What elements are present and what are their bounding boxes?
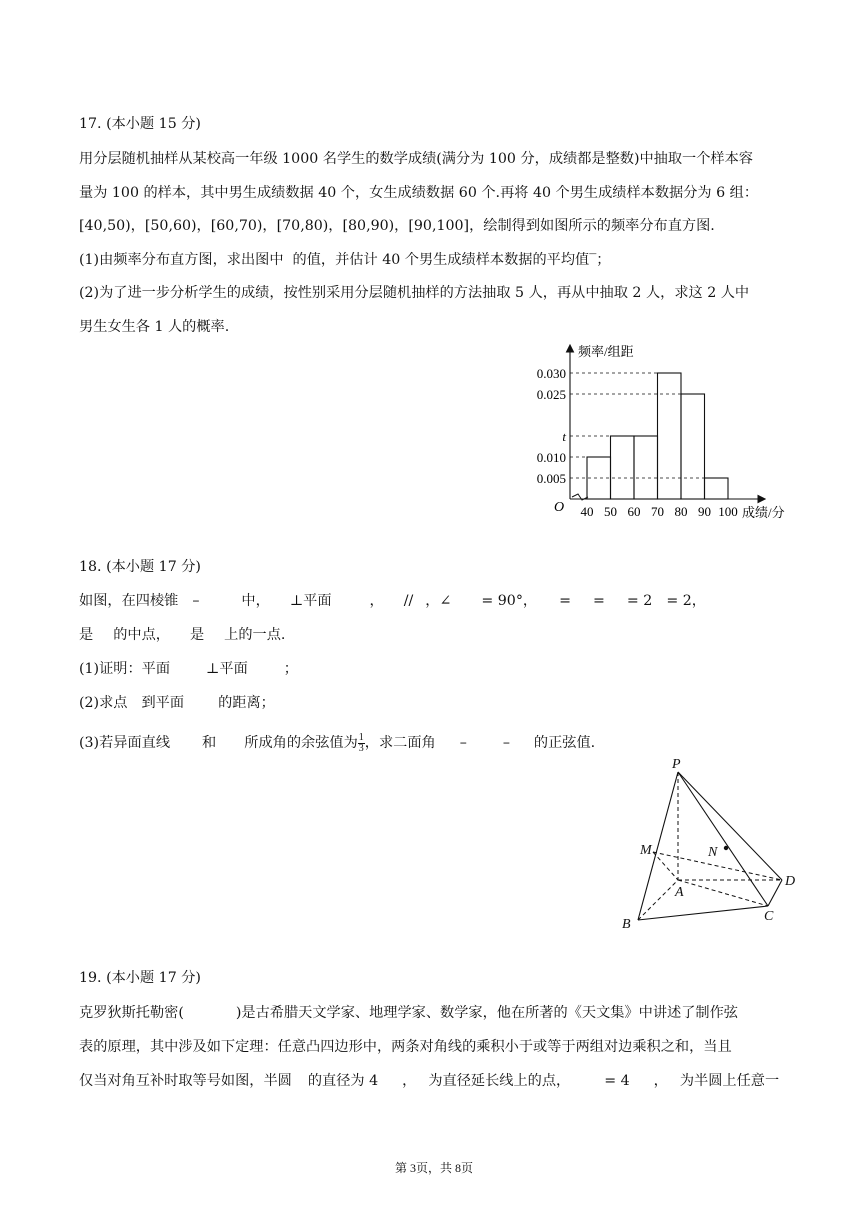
frequency-histogram xyxy=(520,338,810,524)
y-tick-label: t xyxy=(562,429,566,444)
q19-line-2: 表的原理，其中涉及如下定理：任意凸四边形中，两条对角线的乘积小于或等于两组对边乘积之和，当且 xyxy=(79,1039,732,1055)
point-n xyxy=(724,846,728,850)
label-d: D xyxy=(785,874,796,889)
label-p: P xyxy=(672,758,681,772)
q19-line-3: 仅当对角互补时取等号如图，半圆 的直径为 4 ， 为直径延长线上的点， = 4 ， 为半圆上任意一 xyxy=(79,1073,780,1089)
y-tick-label: 0.005 xyxy=(536,471,566,486)
pyramid-figure xyxy=(612,758,812,938)
q19-header: 19. (本小题 17 分) xyxy=(79,970,201,986)
q17-part-2: (2)为了进一步分析学生的成绩，按性别采用分层随机抽样的方法抽取 5 人，再从中抽取 2 人，求这 2 人中 xyxy=(79,285,750,301)
q19-line-1: 克罗狄斯托勒密( )是古希腊天文学家、地理学家、数学家，他在所著的《天文集》中讲述了制作弦 xyxy=(79,1005,738,1021)
page-footer: 第 3页，共 8页 xyxy=(394,1161,473,1175)
q17-line-6: 男生女生各 1 人的概率. xyxy=(79,319,230,335)
histogram-bar xyxy=(611,436,635,499)
segment-ac xyxy=(678,880,768,906)
x-tick-label: 40 xyxy=(580,504,594,519)
origin-label: O xyxy=(554,500,565,515)
label-a: A xyxy=(675,885,684,900)
x-tick-label: 60 xyxy=(627,504,641,519)
y-tick-label: 0.030 xyxy=(536,366,566,381)
q18-part-2: (2)求点 到平面 的距离； xyxy=(79,695,275,711)
label-n: N xyxy=(708,845,718,860)
q17-header: 17. (本小题 15 分) xyxy=(79,116,201,132)
label-m: M xyxy=(640,843,652,858)
q18-line-1: 如图，在四棱锥 – 中， ⊥平面 ， // ，∠ = 90°， = = = 2 = 2， xyxy=(79,593,706,609)
histogram-bar xyxy=(634,436,658,499)
q17-line-3: [40,50)，[50,60)，[60,70)，[70,80)，[80,90)，[90,100]，绘制得到如图所示的频率分布直方图. xyxy=(79,218,715,234)
x-tick-label: 90 xyxy=(698,504,711,519)
q18-line-2: 是 的中点， 是 上的一点. xyxy=(79,627,286,643)
y-axis-label: 频率/组距 xyxy=(578,344,634,359)
y-tick-label: 0.025 xyxy=(536,387,566,402)
q18-part-1: (1)证明：平面 ⊥平面 ； xyxy=(79,661,298,677)
segment-md xyxy=(653,852,782,880)
histogram-bar xyxy=(658,373,682,499)
x-tick-label: 100 xyxy=(718,504,738,519)
q17-line-1: 用分层随机抽样从某校高一年级 1000 名学生的数学成绩(满分为 100 分，成绩都是整数)中抽取一个样本容 xyxy=(79,151,753,167)
histogram-bar xyxy=(681,394,705,499)
edge-bc xyxy=(638,906,768,920)
histogram-bar xyxy=(705,478,729,499)
edge-pd xyxy=(678,772,782,880)
q17-part-1: (1)由频率分布直方图，求出图中 的值，并估计 40 个男生成绩样本数据的平均值‾； xyxy=(79,252,611,268)
edge-ba xyxy=(638,880,678,920)
q18-header: 18. (本小题 17 分) xyxy=(79,559,201,575)
x-tick-label: 70 xyxy=(651,504,664,519)
x-tick-label: 50 xyxy=(604,504,617,519)
y-tick-label: 0.010 xyxy=(536,450,566,465)
label-c: C xyxy=(764,909,774,924)
q17-line-2: 量为 100 的样本，其中男生成绩数据 40 个，女生成绩数据 60 个.再将 40 个男生成绩样本数据分为 6 组： xyxy=(79,185,759,201)
fraction-one-third: $\frac{1}{3}$ xyxy=(358,731,364,754)
x-tick-label: 80 xyxy=(674,504,688,519)
edge-pc xyxy=(678,772,768,906)
q18-part-3: (3)若异面直线 和 所成角的余弦值为 $\frac{1}{3}$ ，求二面角 – – 的正弦值. xyxy=(79,731,596,754)
x-axis-label: 成绩/分 xyxy=(742,505,785,520)
edge-cd xyxy=(768,880,782,906)
label-b: B xyxy=(622,917,631,932)
